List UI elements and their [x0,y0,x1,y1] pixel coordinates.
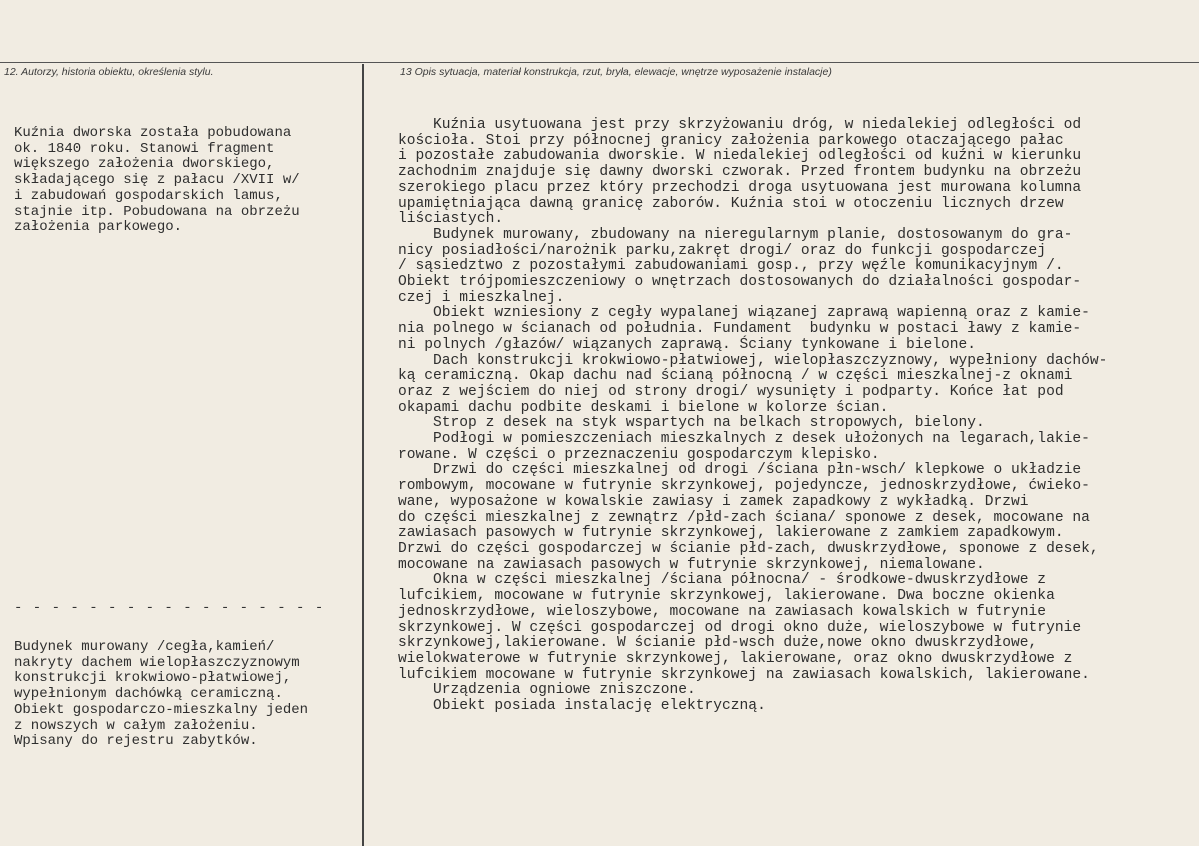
history-text-block [14,126,300,236]
text-line: czej i mieszkalnej. [398,289,565,306]
text-line: do części mieszkalnej z zewnątrz /płd-zach ściana/ sponowe z desek, mocowane na [398,509,1090,526]
text-line: Wpisany do rejestru zabytków. [14,733,258,750]
text-line: założenia parkowego. [14,219,183,236]
text-line: ok. 1840 roku. Stanowi fragment [14,140,275,157]
text-line: ni polnych /głazów/ wiązanych zaprawą. Ściany tynkowane i bielone. [398,336,977,353]
header-authors-history: 12. Autorzy, historia obiektu, określenia stylu. [4,66,214,78]
text-line: Drzwi do części mieszkalnej od drogi /ściana płn-wsch/ klepkowe o układzie [398,462,1082,479]
text-line: skrzynkowej,lakierowane. W ścianie płd-wsch duże,nowe okno dwuskrzydłowe, [398,635,1038,652]
text-line: okapami dachu podbite deskami i bielone w kolorze ścian. [398,399,889,416]
text-line: Kuźnia usytuowana jest przy skrzyżowaniu dróg, w niedalekiej odległości od [398,117,1082,133]
text-line: Budynek murowany /cegła,kamień/ [14,639,275,655]
text-line: Drzwi do części gospodarczej w ścianie płd-zach, dwuskrzydłowe, sponowe z desek, [398,540,1099,557]
text-line: nakryty dachem wielopłaszczyznowym [14,654,300,671]
text-line: oraz z wejściem do niej od strony drogi/ wysunięty i podparty. Końce łat pod [398,383,1064,400]
text-line: z nowszych w całym założeniu. [14,717,258,734]
text-line: Strop z desek na styk wspartych na belkach stropowych, bielony. [398,415,985,432]
text-line: Urządzenia ogniowe zniszczone. [398,682,696,699]
text-line: większego założenia dworskiego, [14,156,275,173]
text-line: Obiekt wzniesiony z cegły wypalanej wiązanej zaprawą wapienną oraz z kamie- [398,305,1090,322]
text-line: upamiętniająca dawną granicę zaborów. Kuźnia stoi w otoczeniu licznych drzew [398,195,1064,212]
text-line: Obiekt gospodarczo-mieszkalny jeden [14,701,309,718]
text-line: kościoła. Stoi przy północnej granicy założenia parkowego otaczającego pałac [398,132,1064,149]
text-line: i zabudowań gospodarskich lamus, [14,187,283,204]
text-line: konstrukcji krokwiowo-płatwiowej, [14,670,292,687]
text-line: nia polnego w ścianach od południa. Fundament budynku w postaci ławy z kamie- [398,321,1082,338]
summary-text-block [14,640,308,750]
text-line: lufcikiem, mocowane w futrynie skrzynkowej, lakierowane. Dwa boczne okienka [398,588,1055,605]
text-line: Obiekt posiada instalację elektryczną. [398,698,766,715]
text-line: / sąsiedztwo z pozostałymi zabudowaniami gosp., przy węźle komunikacyjnym /. [398,258,1064,275]
text-line: lufcikiem mocowane w futrynie skrzynkowej na zawiasach kowalskich, lakierowane. [398,666,1090,683]
text-line: zawiasach pasowych w futrynie skrzynkowej, lakierowane z zamkiem zapadkowym. [398,525,1064,542]
text-line: skrzynkowej. W części gospodarczej od drogi okno duże, wieloszybowe w futrynie [398,619,1082,636]
header-description: 13 Opis sytuacja, materiał konstrukcja, rzut, bryła, elewacje, wnętrze wyposażenie instalacje) [400,66,832,78]
text-line: Okna w części mieszkalnej /ściana północna/ - środkowe-dwuskrzydłowe z [398,572,1047,589]
text-line: mocowane na zawiasach pasowych w futrynie skrzynkowej, niemalowane. [398,556,985,573]
text-line: szerokiego placu przez który przechodzi droga usytuowana jest murowana kolumna [398,179,1082,196]
text-line: zachodnim znajduje się dawny dworski czworak. Przed frontem budynku na obrzeżu [398,164,1082,181]
dashed-separator: - - - - - - - - - - - - - - - - - [14,600,325,616]
text-line: Budynek murowany, zbudowany na nieregularnym planie, dostosowanym do gra- [398,226,1073,243]
text-line: wane, wyposażone w kowalskie zawiasy i zamek zapadkowy z wykładką. Drzwi [398,493,1029,510]
text-line: liściastych. [398,211,504,228]
text-line: Kuźnia dworska została pobudowana [14,125,292,141]
text-line: Dach konstrukcji krokwiowo-płatwiowej, wielopłaszczyznowy, wypełniony dachów- [398,352,1108,369]
description-text-block [398,118,1107,715]
text-line: jednoskrzydłowe, wieloszybowe, mocowane na zawiasach kowalskich w futrynie [398,603,1047,620]
top-rule [0,62,1199,63]
text-line: rowane. W części o przeznaczeniu gospodarczym klepisko. [398,446,880,463]
text-line: Obiekt trójpomieszczeniowy o wnętrzach dostosowanych do działalności gospodar- [398,274,1082,291]
text-line: rombowym, mocowane w futrynie skrzynkowej, pojedyncze, jednoskrzydłowe, ćwieko- [398,478,1090,495]
text-line: składającego się z pałacu /XVII w/ [14,172,300,189]
text-line: nicy posiadłości/narożnik parku,zakręt drogi/ oraz do funkcji gospodarczej [398,242,1047,259]
text-line: Podłogi w pomieszczeniach mieszkalnych z desek ułożonych na legarach,lakie- [398,431,1090,448]
text-line: ką ceramiczną. Okap dachu nad ścianą północną / w części mieszkalnej-z oknami [398,368,1073,385]
column-divider [362,64,364,846]
text-line: stajnie itp. Pobudowana na obrzeżu [14,203,300,220]
text-line: i pozostałe zabudowania dworskie. W niedalekiej odległości od kuźni w kierunku [398,148,1082,165]
text-line: wielokwaterowe w futrynie skrzynkowej, lakierowane, oraz okno dwuskrzydłowe z [398,650,1073,667]
text-line: wypełnionym dachówką ceramiczną. [14,686,283,703]
